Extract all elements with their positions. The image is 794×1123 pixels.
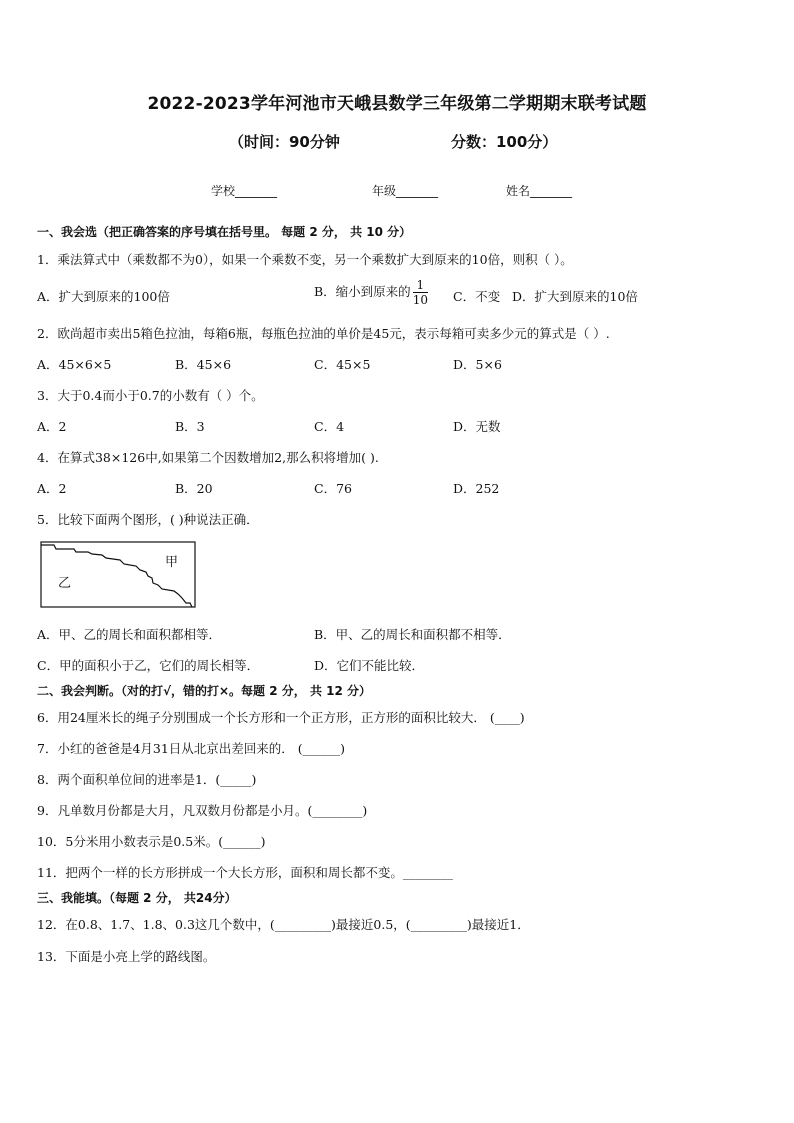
question-6: 6．用24厘米长的绳子分别围成一个长方形和一个正方形，正方形的面积比较大． (____)	[37, 710, 525, 725]
section-2-heading: 二、我会判断。（对的打√，错的打×。每题 2 分， 共 12 分）	[37, 684, 371, 698]
q1-option-b	[314, 278, 430, 307]
question-2-stem: 2．欧尚超市卖出5箱色拉油，每箱6瓶，每瓶色拉油的单价是45元，表示每箱可卖多少元的算式是（ ）.	[37, 326, 610, 341]
q2-option-c: C．45×5	[314, 357, 371, 372]
shape-comparison-figure	[40, 541, 198, 609]
question-4-stem: 4．在算式38×126中,如果第二个因数增加2,那么积将增加( ).	[37, 450, 379, 465]
fraction-numerator: 1	[413, 278, 428, 293]
label-yi: 乙	[58, 576, 72, 591]
q3-option-b: B．3	[175, 419, 205, 434]
exam-score: 分数：100分）	[451, 133, 558, 151]
question-12: 12．在0.8、1.7、1.8、0.3这几个数中，(_________)最接近0.5，(_________)最接近1．	[37, 917, 530, 932]
q4-option-d: D．252	[453, 481, 500, 496]
school-field: 学校_______	[211, 184, 278, 198]
q5-option-b: B．甲、乙的周长和面积都不相等．	[314, 627, 511, 642]
q4-option-b: B．20	[175, 481, 213, 496]
label-jia: 甲	[165, 555, 179, 570]
question-11: 11．把两个一样的长方形拼成一个大长方形，面积和周长都不变。________	[37, 865, 453, 880]
q3-option-a: A．2	[37, 419, 67, 434]
page-title: 2022-2023学年河池市天峨县数学三年级第二学期期末联考试题	[147, 94, 647, 114]
q2-option-d: D．5×6	[453, 357, 502, 372]
q2-option-b: B．45×6	[175, 357, 232, 372]
q5-option-a: A．甲、乙的周长和面积都相等．	[37, 627, 222, 642]
q4-option-a: A．2	[37, 481, 67, 496]
fraction-denominator: 10	[412, 293, 428, 307]
q2-option-a: A．45×6×5	[37, 357, 112, 372]
section-1-heading: 一、我会选（把正确答案的序号填在括号里。 每题 2 分， 共 10 分）	[37, 225, 412, 239]
q5-option-d: D．它们不能比较．	[314, 658, 425, 673]
question-9: 9．凡单数月份都是大月，凡双数月份都是小月。(________)	[37, 803, 368, 818]
question-10: 10．5分米用小数表示是0.5米。(______)	[37, 834, 266, 849]
figure-outer-rect	[41, 542, 195, 607]
question-7: 7．小红的爸爸是4月31日从北京出差回来的． (______)	[37, 741, 346, 756]
q1-option-d: D．扩大到原来的10倍	[512, 289, 638, 304]
q1-option-c: C．不变	[453, 289, 501, 304]
name-field: 姓名_______	[506, 184, 573, 198]
grade-field: 年级_______	[372, 184, 439, 198]
q4-option-c: C．76	[314, 481, 352, 496]
exam-time: （时间：90分钟	[229, 133, 340, 151]
fraction	[413, 278, 428, 307]
question-8: 8．两个面积单位间的进率是1．(_____)	[37, 772, 257, 787]
section-3-heading: 三、我能填。（每题 2 分， 共24分）	[37, 891, 237, 905]
q1-option-b-text: B．缩小到原来的	[314, 284, 411, 299]
q3-option-c: C．4	[314, 419, 345, 434]
question-13: 13．下面是小亮上学的路线图。	[37, 949, 216, 964]
question-5-stem: 5．比较下面两个图形，( )种说法正确．	[37, 512, 259, 527]
q5-option-c: C．甲的面积小于乙，它们的周长相等．	[37, 658, 260, 673]
q3-option-d: D．无数	[453, 419, 501, 434]
q1-option-a: A．扩大到原来的100倍	[37, 289, 170, 304]
question-1-stem: 1．乘法算式中（乘数都不为0），如果一个乘数不变，另一个乘数扩大到原来的10倍，则积（ ）。	[37, 252, 573, 267]
question-3-stem: 3．大于0.4而小于0.7的小数有（ ）个。	[37, 388, 264, 403]
